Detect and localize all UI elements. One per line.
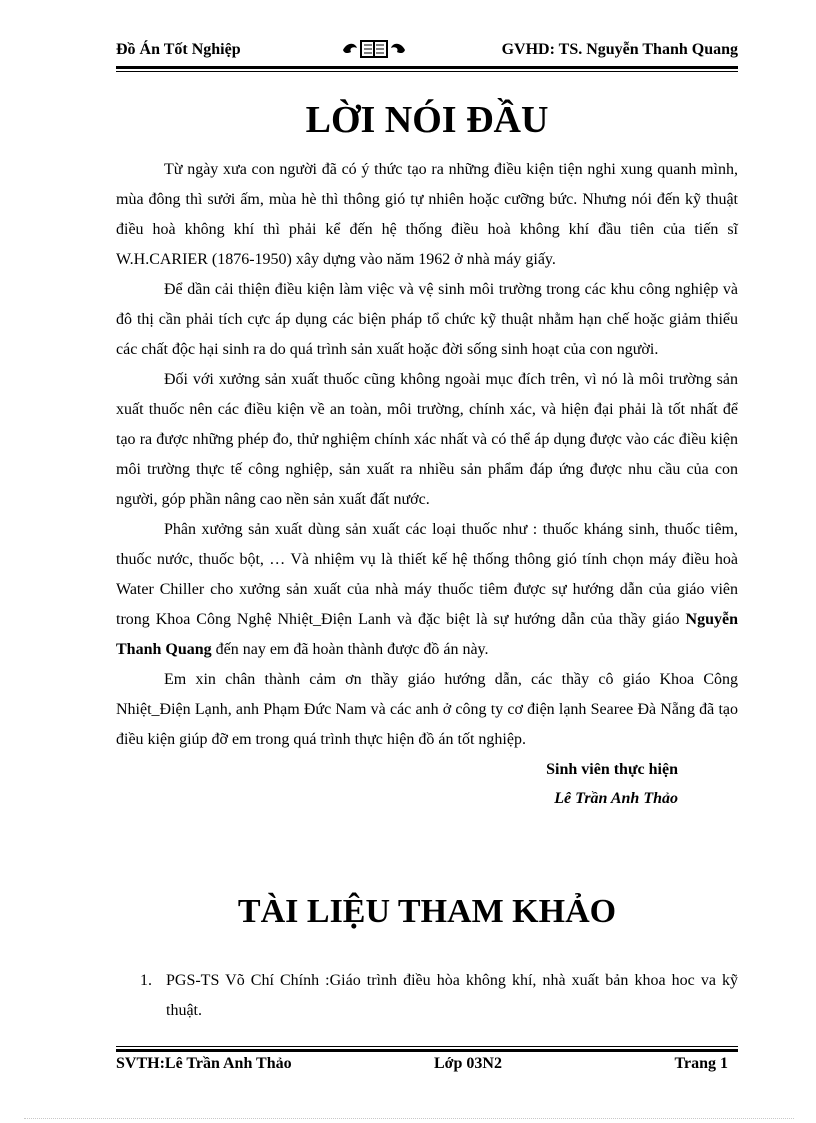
footer-rule-thin — [116, 1046, 738, 1047]
footer-student: SVTH:Lê Trần Anh Thảo — [116, 1055, 292, 1072]
header-right-text: GVHD: TS. Nguyễn Thanh Quang — [501, 41, 738, 58]
header-rule-thick — [116, 66, 738, 69]
reference-number: 1. — [140, 972, 152, 989]
footer-class: Lớp 03N2 — [434, 1055, 502, 1072]
reference-item — [116, 966, 738, 1026]
paragraph-4-text-before: Phân xưởng sản xuất dùng sản xuất các loại thuốc như : thuốc kháng sinh, thuốc tiêm, thuốc nước, thuốc bột, … Và nhiệm vụ là thiết kế hệ thống thông gió tính chọn máy điều hoà Water Chiller cho xưởng sản xuất của nhà máy thuốc tiêm được sự hướng dẫn của giáo viên trong Khoa Công Nghệ Nhiệt_Điện Lanh và đặc biệt là sự hướng dẫn của thầy giáo — [116, 521, 738, 628]
signature-name: Lê Trần Anh Thảo — [554, 790, 678, 807]
header-rule-thin — [116, 71, 738, 72]
references-list — [116, 966, 738, 1026]
page-header — [116, 41, 738, 65]
paragraph-2: Để dần cải thiện điều kiện làm việc và vệ sinh môi trường trong các khu công nghiệp và đô thị cần phải tích cực áp dụng các biện pháp tổ chức kỹ thuật nhằm hạn chế hoặc giảm thiểu các chất độc hại sinh ra do quá trình sản xuất hoặc đời sống sinh hoạt của con người. — [116, 281, 738, 358]
book-ornament-icon — [341, 38, 407, 60]
supervisor-name: Nguyễn Thanh Quang — [116, 611, 738, 658]
reference-text: PGS-TS Võ Chí Chính :Giáo trình điều hòa không khí, nhà xuất bản khoa hoc va kỹ thuật. — [166, 972, 738, 1019]
paragraph-5: Em xin chân thành cảm ơn thầy giáo hướng dẫn, các thầy cô giáo Khoa Công Nhiệt_Điện Lạnh, anh Phạm Đức Nam và các anh ở công ty cơ điện lạnh Searee Đà Nẵng đã tạo điều kiện giúp đỡ em trong quá trình thực hiện đồ án tốt nghiệp. — [116, 671, 738, 748]
paragraph-3: Đối với xưởng sản xuất thuốc cũng không ngoài mục đích trên, vì nó là môi trường sản xuất thuốc nên các điều kiện về an toàn, môi trường, chính xác, và hiện đại phải là tốt nhất để tạo ra được những phép đo, thử nghiệm chính xác nhất và có thể áp dụng được vào các điều kiện môi trường thực tế công nghiệp, sản xuất ra nhiều sản phẩm đáp ứng được nhu cầu của con người, góp phần nâng cao nền sản xuất đất nước. — [116, 371, 738, 508]
paragraph-4-text-after: đến nay em đã hoàn thành được đồ án này. — [211, 641, 489, 658]
signature-role: Sinh viên thực hiện — [546, 761, 678, 778]
header-left-text: Đồ Án Tốt Nghiệp — [116, 41, 241, 58]
paragraph-1: Từ ngày xưa con người đã có ý thức tạo ra những điều kiện tiện nghi xung quanh mình, mùa đông thì sưởi ấm, mùa hè thì thông gió tự nhiên hoặc cưỡng bức. Nhưng nói đến kỹ thuật điều hoà không khí thì phải kể đến hệ thống điều hoà không khí đầu tiên của tiến sĩ W.H.CARIER (1876-1950) xây dựng vào năm 1962 ở nhà máy giấy. — [116, 161, 738, 268]
page-title: LỜI NÓI ĐẦU — [305, 99, 549, 141]
footer-page-number: Trang 1 — [674, 1055, 728, 1072]
preface-body — [116, 155, 738, 813]
page-footer — [116, 1055, 738, 1079]
paragraph-4 — [116, 515, 738, 665]
page-bottom-dotted-line — [24, 1118, 794, 1119]
footer-rule-thick — [116, 1049, 738, 1052]
references-title: TÀI LIỆU THAM KHẢO — [237, 893, 617, 930]
